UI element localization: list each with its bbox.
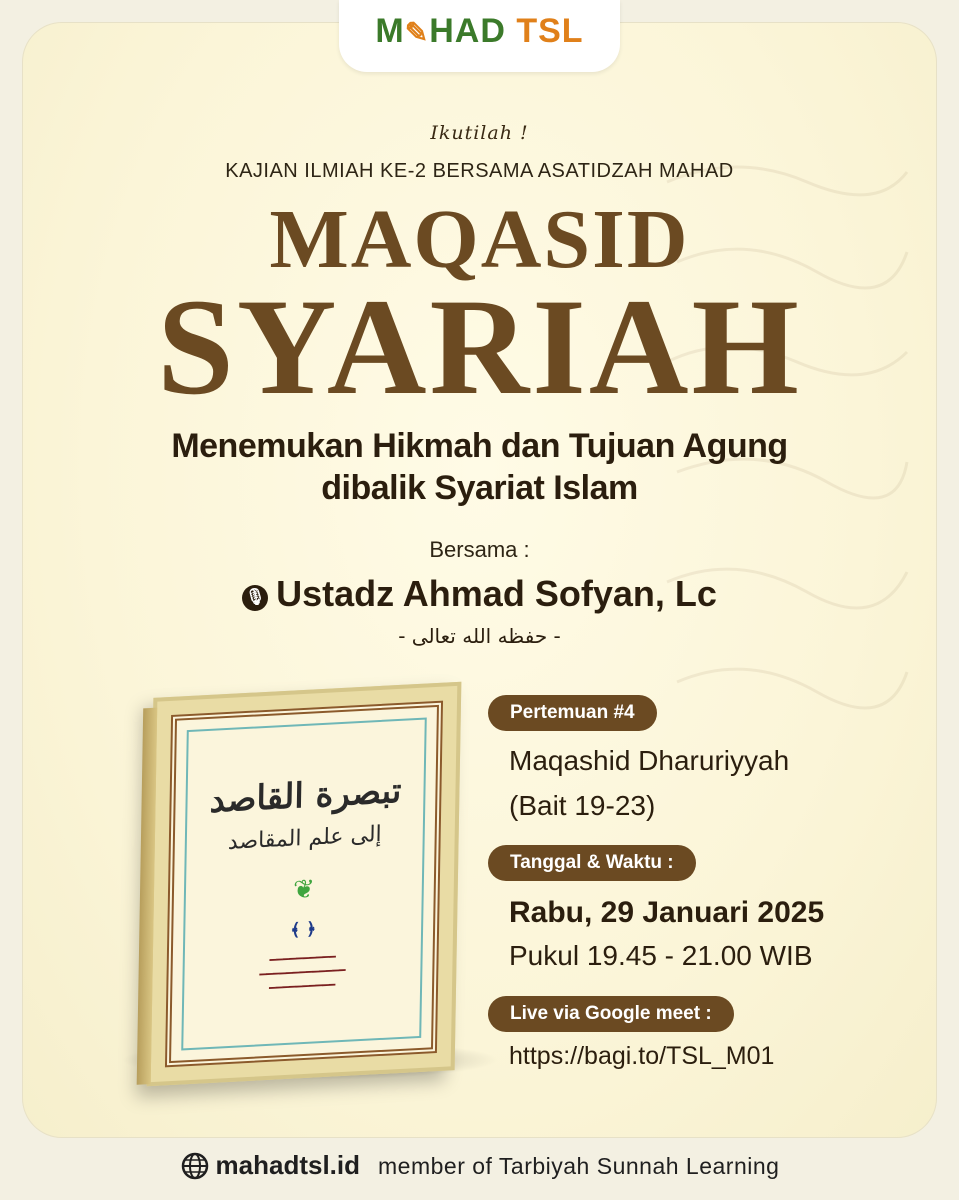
- subtitle-line-1: Menemukan Hikmah dan Tujuan Agung: [171, 427, 788, 465]
- book-title: تبصرة القاصد: [209, 770, 402, 821]
- bersama-label: Bersama :: [429, 537, 530, 562]
- meeting-pill: Pertemuan #4: [488, 695, 657, 731]
- book-subtitle: إلى علم المقاصد: [227, 821, 382, 855]
- mahad-tsl-logo[interactable]: [339, 12, 620, 51]
- event-date: Rabu, 29 Januari 2025: [509, 896, 825, 929]
- book-cover: [147, 682, 462, 1087]
- logo-m: M: [375, 12, 405, 50]
- speaker-name-row: [0, 573, 959, 615]
- logo-tab: [339, 0, 620, 72]
- speaker-honorific: - حفظه الله تعالى -: [398, 624, 561, 648]
- globe-icon: [180, 1151, 210, 1181]
- title-syariah: SYARIAH: [157, 270, 802, 423]
- live-pill: Live via Google meet :: [488, 996, 734, 1032]
- microphone-icon: 🎙: [242, 585, 268, 611]
- event-time: Pukul 19.45 - 21.00 WIB: [509, 940, 813, 971]
- ornament-icon: ❦: [292, 873, 316, 905]
- logo-had: HAD: [429, 12, 506, 50]
- book-frame: [165, 701, 443, 1068]
- logo-tsl: TSL: [516, 12, 584, 50]
- invite-text: Ikutilah !: [430, 122, 529, 144]
- title-maqasid: MAQASID: [269, 193, 690, 286]
- footer: [0, 1150, 959, 1186]
- website-link[interactable]: mahadtsl.id: [215, 1150, 361, 1180]
- speaker-name: Ustadz Ahmad Sofyan, Lc: [276, 573, 717, 614]
- book-author-calligraphy: ﴾ ﴿: [290, 919, 317, 941]
- subtitle: [0, 425, 959, 509]
- meet-link[interactable]: https://bagi.to/TSL_M01: [509, 1042, 775, 1070]
- kajian-heading: KAJIAN ILMIAH KE-2 BERSAMA ASATIDZAH MAHAD: [225, 160, 734, 182]
- topic-line-2: (Bait 19-23): [509, 790, 656, 821]
- subtitle-line-2: dibalik Syariat Islam: [321, 469, 638, 507]
- topic-line-1: Maqashid Dharuriyyah: [509, 745, 790, 776]
- member-text: member of Tarbiyah Sunnah Learning: [378, 1153, 780, 1179]
- pen-icon: ✎: [404, 17, 430, 48]
- schedule-pill: Tanggal & Waktu :: [488, 845, 696, 881]
- book-author-lines: ━━━━━━━━━━ ━━━━━━━━━━━━━ ━━━━━━━━━━: [259, 950, 346, 995]
